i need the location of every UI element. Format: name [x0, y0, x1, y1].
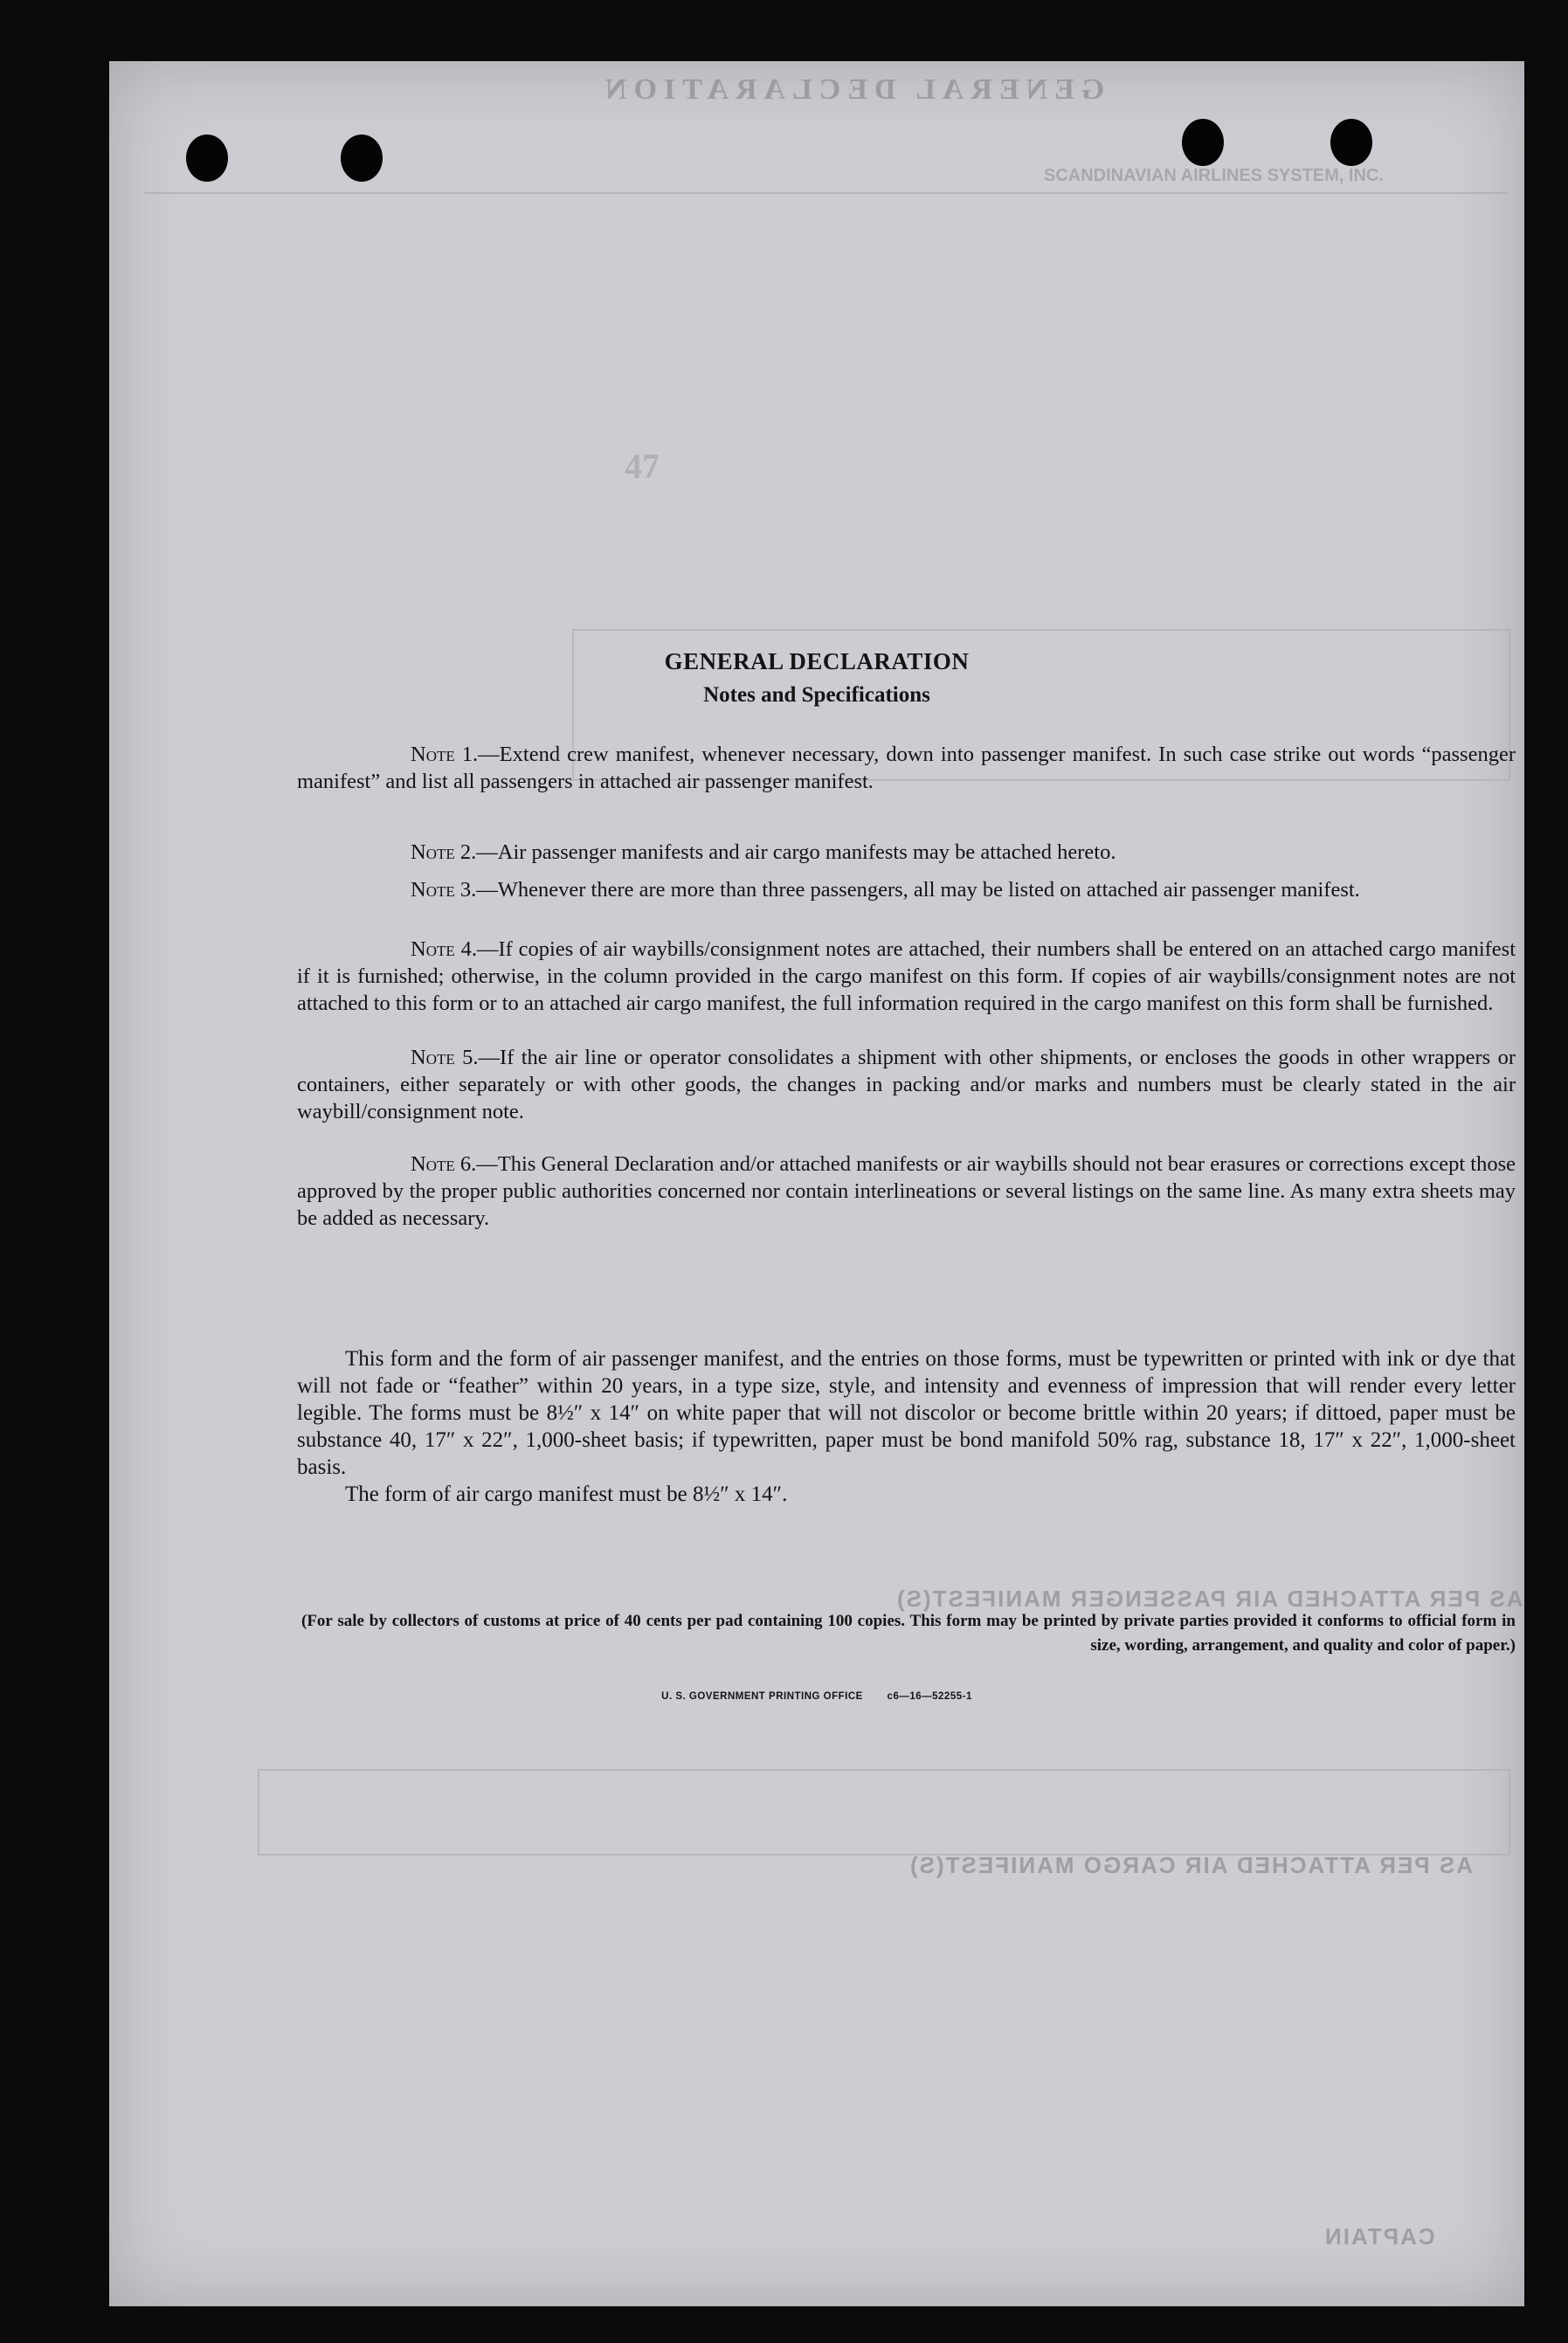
- note-label: Note: [411, 937, 455, 961]
- note-3: [297, 876, 1516, 903]
- page-title: GENERAL DECLARATION: [664, 648, 970, 674]
- document-page: [109, 61, 1524, 2306]
- note-number: 3.—: [459, 878, 498, 902]
- note-5: [297, 1044, 1516, 1125]
- note-text: Air passenger manifests and air cargo manifests may be attached hereto.: [497, 840, 1116, 864]
- cargo-manifest-size-paragraph: The form of air cargo manifest must be 8½″ x 14″.: [345, 1483, 788, 1506]
- note-text: If copies of air waybills/consignment notes are attached, their numbers shall be entered on an attached cargo manifest if it is furnished; otherwise, in the column provided in the cargo manifest on this form. If copies of air waybills/consignment notes are not attached to this form or to an attached air cargo manifest, the full information required in the cargo manifest on this form shall be furnished.: [297, 937, 1516, 1015]
- show-through-page-number: 47: [625, 446, 660, 486]
- note-text: Whenever there are more than three passengers, all may be listed on attached air passenger manifest.: [497, 878, 1360, 902]
- note-number: 5.—: [462, 1046, 501, 1069]
- note-text: If the air line or operator consolidates a shipment with other shipments, or encloses the goods in other wrappers or containers, either separately or with other goods, the changes in packing and/or marks and numbers must be clearly stated in the air waybill/consignment note.: [297, 1046, 1516, 1123]
- page-subtitle: Notes and Specifications: [703, 683, 930, 707]
- form-code: c6—16—52255-1: [887, 1691, 972, 1702]
- printer-line: [109, 1691, 1524, 1702]
- note-4: [297, 936, 1516, 1017]
- note-number: 4.—: [460, 937, 499, 961]
- note-label: Note: [411, 1152, 455, 1176]
- printer-name: U. S. GOVERNMENT PRINTING OFFICE: [661, 1691, 863, 1702]
- note-1: [297, 741, 1516, 795]
- show-through-stamp-captain: CAPTAIN: [1323, 2223, 1435, 2250]
- note-2: [297, 839, 1516, 866]
- note-number: 2.—: [459, 840, 498, 864]
- note-label: Note: [411, 1046, 455, 1069]
- sale-notice: (For sale by collectors of customs at price of 40 cents per pad containing 100 copies. This form may be printed by private parties provided it conforms to official form in size, wording, arrangement, and quality and color of paper.): [301, 1612, 1516, 1655]
- note-label: Note: [411, 878, 455, 902]
- note-6: [297, 1151, 1516, 1232]
- note-text: This General Declaration and/or attached manifests or air waybills should not bear erasures or corrections except those approved by the proper public authorities concerned nor contain interlineations or several listings on the same line. As many extra sheets may be added as necessary.: [297, 1152, 1516, 1230]
- note-number: 1.—: [461, 743, 500, 766]
- show-through-stamp-cargo: AS PER ATTACHED AIR CARGO MANIFEST(S): [908, 1852, 1473, 1878]
- note-label: Note: [411, 840, 455, 864]
- note-number: 6.—: [459, 1152, 498, 1176]
- show-through-stamp-passenger: AS PER ATTACHED AIR PASSENGER MANIFEST(S): [895, 1586, 1523, 1612]
- note-label: Note: [411, 743, 455, 766]
- show-through-airline: SCANDINAVIAN AIRLINES SYSTEM, INC.: [1044, 166, 1384, 185]
- show-through-header: GENERAL DECLARATION: [598, 73, 1105, 106]
- form-requirements-paragraph: This form and the form of air passenger manifest, and the entries on those forms, must be typewritten or printed with ink or dye that will not fade or “feather” within 20 years, in a type size, style, and intensity and evenness of impression that will render every letter legible. The forms must be 8½″ x 14″ on white paper that will not discolor or become brittle within 20 years; if dittoed, paper must be substance 40, 17″ x 22″, 1,000-sheet basis; if typewritten, paper must be bond manifold 50% rag, substance 18, 17″ x 22″, 1,000-sheet basis.: [297, 1347, 1516, 1479]
- note-text: Extend crew manifest, whenever necessary, down into passenger manifest. In such case strike out words “passenger manifest” and list all passengers in attached air passenger manifest.: [297, 743, 1516, 793]
- declaration-content: [109, 61, 1524, 2306]
